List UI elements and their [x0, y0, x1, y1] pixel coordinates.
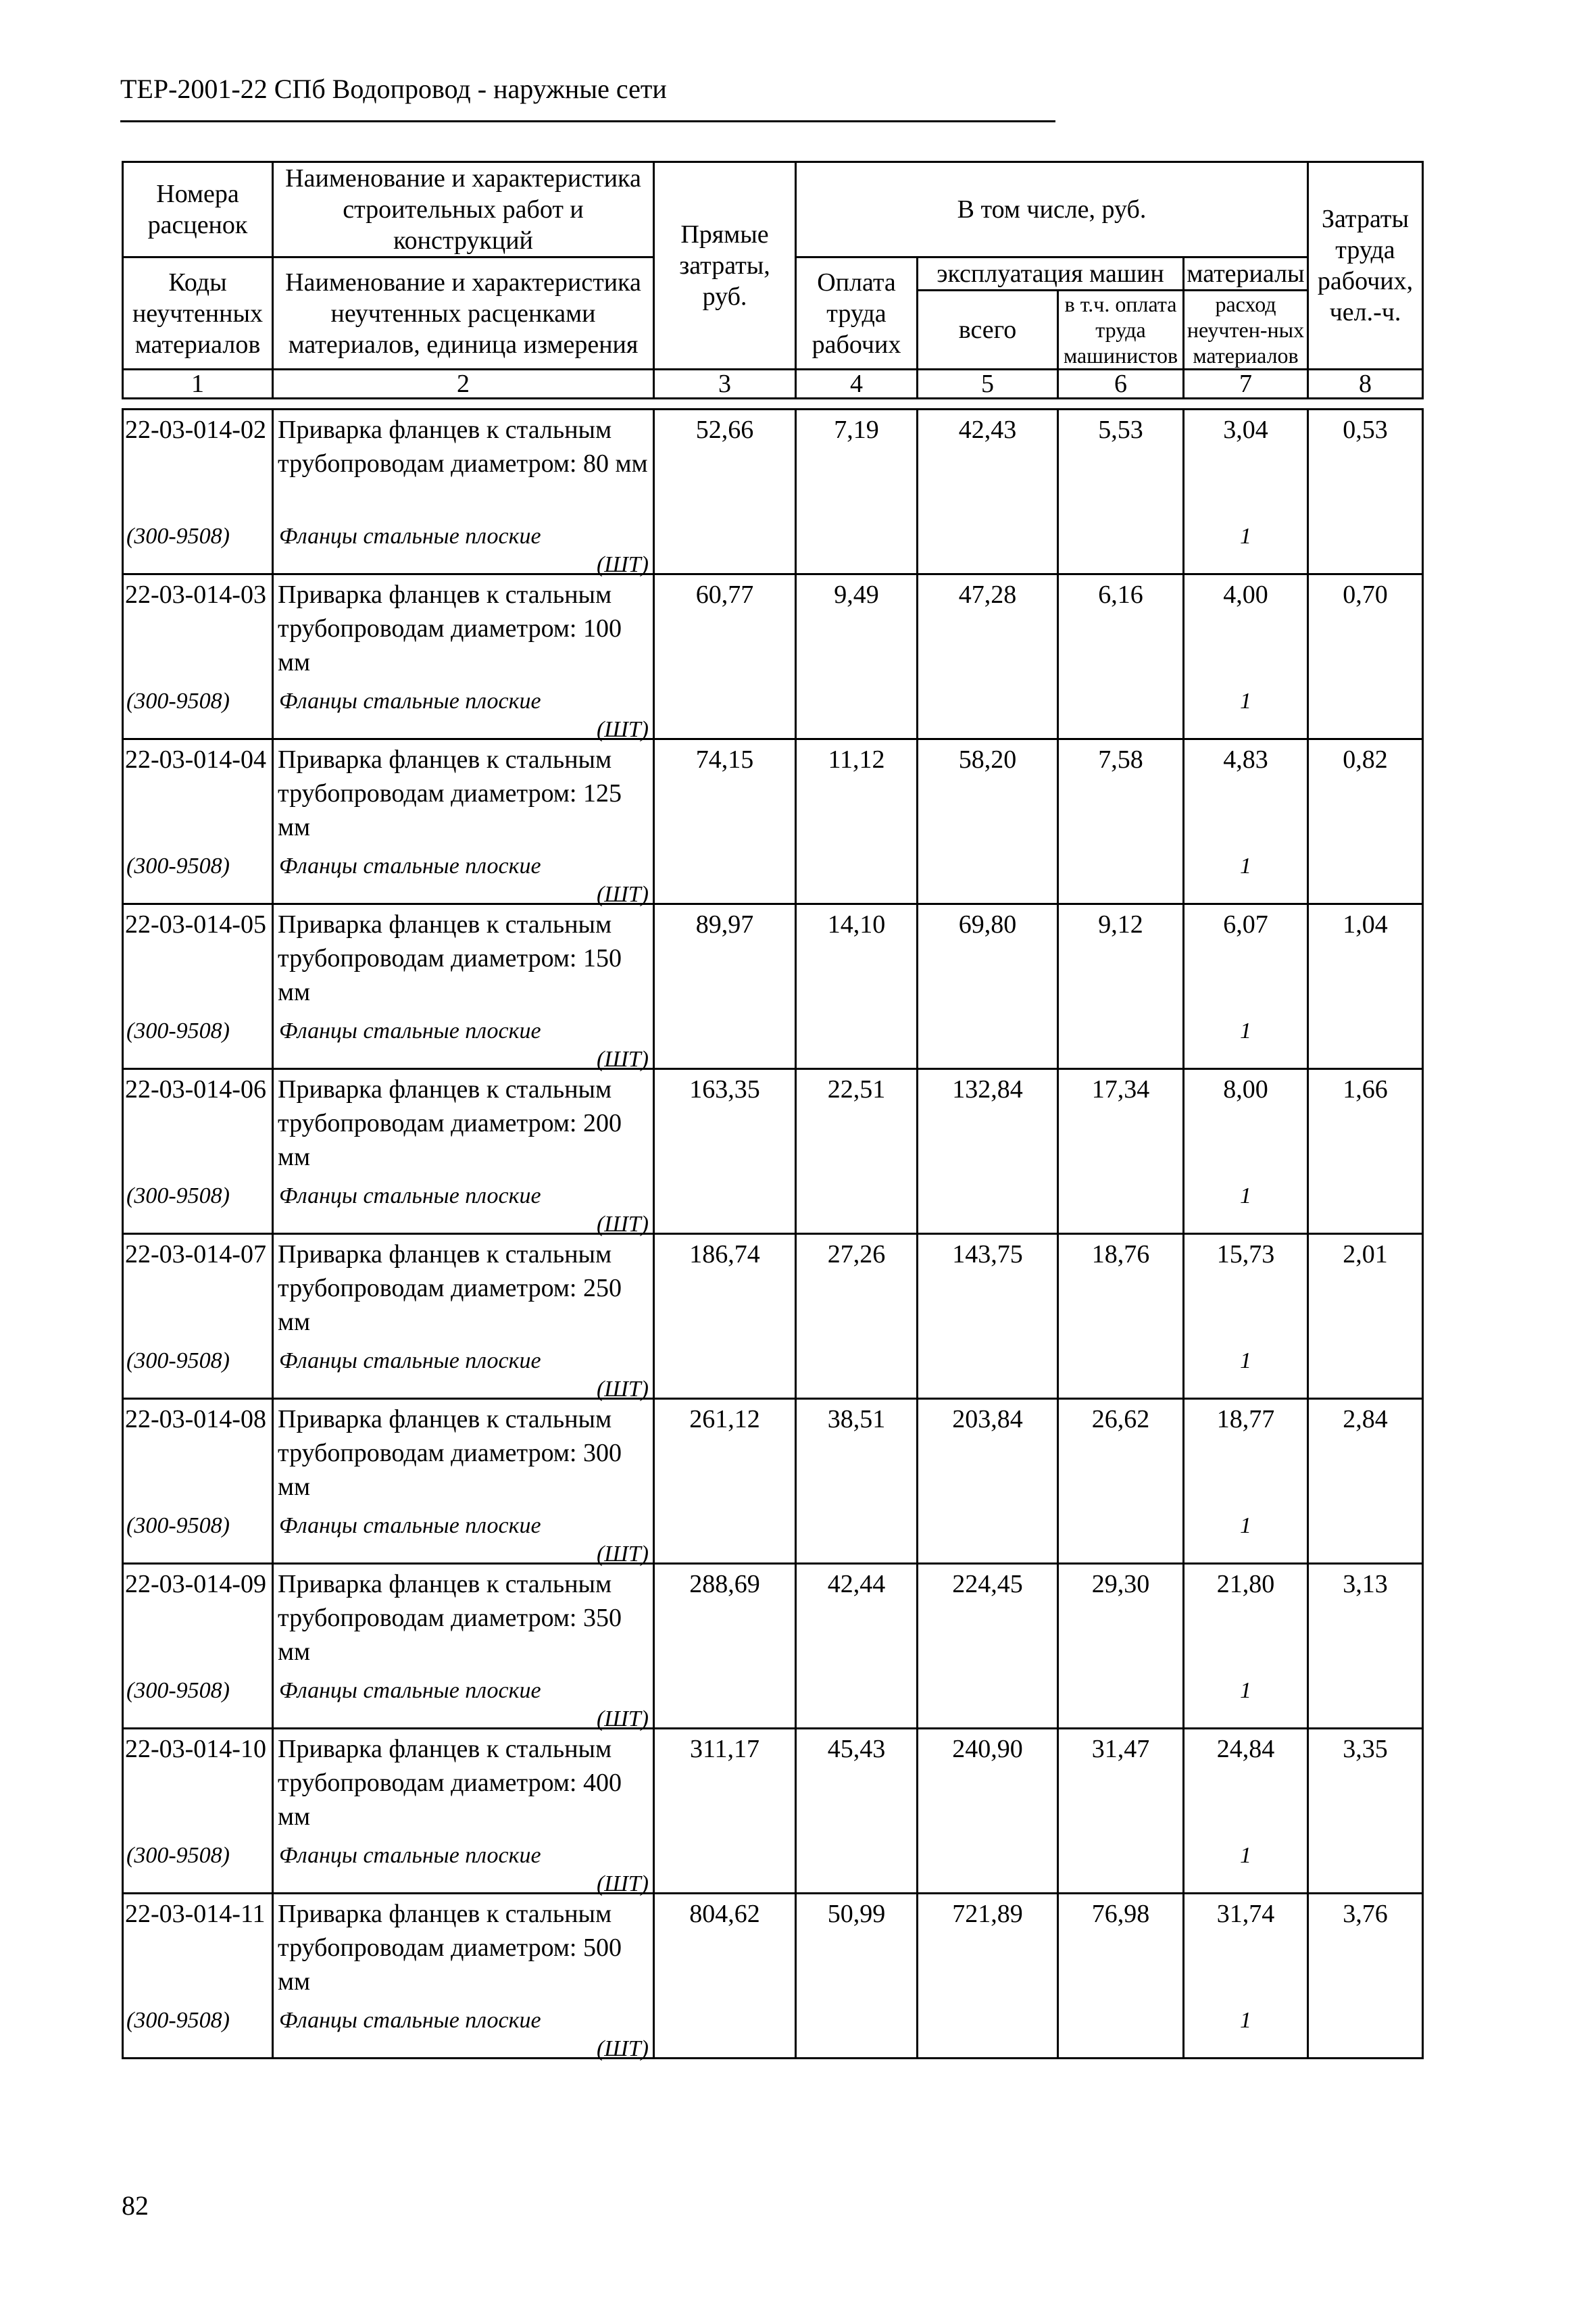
materials-cell	[1184, 1729, 1308, 1894]
material-unit: (ШТ)	[596, 1047, 649, 1072]
material-quantity: 1	[1240, 1513, 1251, 1538]
column-number: 7	[1184, 370, 1308, 399]
labor-hours-value: 1,66	[1343, 1075, 1388, 1104]
rate-code-cell	[123, 904, 273, 1069]
machine-total-value: 132,84	[952, 1075, 1023, 1104]
worker-pay-cell	[796, 574, 918, 739]
machine-total-cell	[918, 1399, 1058, 1564]
machinist-pay-cell	[1058, 1564, 1184, 1729]
header-material-names: Наименование и характеристика неучтенных расценками материалов, единица измерения	[273, 257, 654, 370]
material-code: (300-9508)	[126, 1018, 230, 1043]
work-name-cell	[273, 1894, 654, 2059]
rate-code-cell	[123, 574, 273, 739]
machinist-pay-cell	[1058, 1729, 1184, 1894]
labor-hours-cell	[1308, 904, 1423, 1069]
rate-code-cell	[123, 1564, 273, 1729]
machine-total-cell	[918, 574, 1058, 739]
header-machinist-pay: в т.ч. оплата труда машинистов	[1058, 291, 1184, 370]
table-row	[123, 1069, 1423, 1234]
material-quantity: 1	[1240, 1843, 1251, 1868]
direct-costs-value: 186,74	[689, 1240, 760, 1269]
column-number: 5	[918, 370, 1058, 399]
worker-pay-cell	[796, 1234, 918, 1399]
direct-costs-value: 89,97	[695, 910, 754, 939]
machine-total-cell	[918, 1564, 1058, 1729]
table-row	[123, 1234, 1423, 1399]
material-unit: (ШТ)	[596, 1542, 649, 1567]
materials-value: 4,83	[1223, 745, 1268, 774]
material-code: (300-9508)	[126, 1348, 230, 1373]
machinist-pay-value: 26,62	[1091, 1405, 1150, 1433]
direct-costs-value: 52,66	[695, 416, 754, 444]
direct-costs-cell	[654, 574, 796, 739]
machinist-pay-value: 18,76	[1091, 1240, 1150, 1269]
materials-value: 15,73	[1216, 1240, 1275, 1269]
rate-code: 22-03-014-03	[125, 581, 266, 609]
machinist-pay-cell	[1058, 1069, 1184, 1234]
table-row	[123, 1564, 1423, 1729]
table-row	[123, 1399, 1423, 1564]
materials-value: 4,00	[1223, 581, 1268, 609]
material-unit: (ШТ)	[596, 1706, 649, 1731]
machine-total-cell	[918, 1729, 1058, 1894]
material-code: (300-9508)	[126, 2008, 230, 2033]
material-name: Фланцы стальные плоские	[279, 2008, 541, 2033]
machine-total-cell	[918, 1234, 1058, 1399]
materials-cell	[1184, 574, 1308, 739]
machinist-pay-value: 31,47	[1091, 1735, 1150, 1763]
work-name-cell	[273, 1234, 654, 1402]
labor-hours-value: 2,84	[1343, 1405, 1388, 1433]
machine-total-value: 42,43	[958, 416, 1017, 444]
materials-cell	[1184, 904, 1308, 1069]
rate-code: 22-03-014-07	[125, 1240, 266, 1269]
labor-hours-cell	[1308, 1729, 1423, 1894]
direct-costs-cell	[654, 1234, 796, 1399]
machinist-pay-value: 76,98	[1091, 1900, 1150, 1928]
machinist-pay-cell	[1058, 739, 1184, 904]
table-row	[123, 904, 1423, 1069]
worker-pay-value: 38,51	[827, 1405, 886, 1433]
machinist-pay-cell	[1058, 1894, 1184, 2059]
machine-total-cell	[918, 410, 1058, 574]
rate-code: 22-03-014-05	[125, 910, 266, 939]
direct-costs-cell	[654, 739, 796, 904]
machinist-pay-cell	[1058, 410, 1184, 574]
materials-value: 8,00	[1223, 1075, 1268, 1104]
material-unit: (ШТ)	[596, 1871, 649, 1896]
material-code: (300-9508)	[126, 524, 230, 549]
rate-code-cell	[123, 1234, 273, 1399]
worker-pay-value: 22,51	[827, 1075, 886, 1104]
worker-pay-cell	[796, 1399, 918, 1564]
work-name: Приварка фланцев к стальным трубопроводам диаметром: 80 мм	[278, 416, 648, 478]
material-unit: (ШТ)	[596, 1212, 649, 1237]
work-name: Приварка фланцев к стальным трубопроводам диаметром: 300 мм	[278, 1405, 622, 1501]
machinist-pay-cell	[1058, 574, 1184, 739]
worker-pay-cell	[796, 1729, 918, 1894]
header-machine-total: всего	[918, 291, 1058, 370]
materials-cell	[1184, 1894, 1308, 2059]
direct-costs-cell	[654, 904, 796, 1069]
labor-hours-value: 0,70	[1343, 581, 1388, 609]
header-including: В том числе, руб.	[796, 162, 1308, 257]
material-code: (300-9508)	[126, 854, 230, 879]
header-rates: Номера расценок	[123, 162, 273, 257]
worker-pay-value: 50,99	[827, 1900, 886, 1928]
work-name-cell	[273, 1564, 654, 1729]
table-row	[123, 574, 1423, 739]
work-name: Приварка фланцев к стальным трубопроводам диаметром: 200 мм	[278, 1075, 622, 1171]
rates-table	[122, 408, 1424, 2059]
material-name: Фланцы стальные плоские	[279, 1348, 541, 1373]
header-unaccounted-materials: расход неучтен-ных материалов	[1184, 291, 1308, 370]
title-underline	[120, 120, 1055, 122]
table-row	[123, 1894, 1423, 2059]
machinist-pay-value: 29,30	[1091, 1570, 1150, 1598]
worker-pay-value: 27,26	[827, 1240, 886, 1269]
header-labor-hours: Затраты труда рабочих, чел.-ч.	[1308, 162, 1423, 370]
worker-pay-value: 7,19	[834, 416, 879, 444]
labor-hours-cell	[1308, 739, 1423, 904]
worker-pay-value: 11,12	[828, 745, 885, 774]
rate-code: 22-03-014-02	[125, 416, 266, 444]
direct-costs-cell	[654, 1564, 796, 1729]
machine-total-cell	[918, 1069, 1058, 1234]
material-quantity: 1	[1240, 1348, 1251, 1373]
header-material-codes: Коды неучтенных материалов	[123, 257, 273, 370]
labor-hours-value: 1,04	[1343, 910, 1388, 939]
work-name-cell	[273, 574, 654, 742]
direct-costs-value: 261,12	[689, 1405, 760, 1433]
page-number: 82	[122, 2190, 149, 2221]
document-title: ТЕР-2001-22 СПб Водопровод - наружные сети	[120, 74, 667, 104]
machine-total-value: 58,20	[958, 745, 1017, 774]
materials-value: 31,74	[1216, 1900, 1275, 1928]
materials-cell	[1184, 1234, 1308, 1399]
machinist-pay-cell	[1058, 1234, 1184, 1399]
material-unit: (ШТ)	[596, 717, 649, 742]
table-row	[123, 410, 1423, 574]
materials-value: 18,77	[1216, 1405, 1275, 1433]
rate-code-cell	[123, 1729, 273, 1894]
labor-hours-cell	[1308, 1399, 1423, 1564]
material-quantity: 1	[1240, 524, 1251, 549]
material-code: (300-9508)	[126, 1183, 230, 1208]
labor-hours-value: 3,76	[1343, 1900, 1388, 1928]
labor-hours-cell	[1308, 1564, 1423, 1729]
direct-costs-cell	[654, 1894, 796, 2059]
direct-costs-value: 311,17	[689, 1735, 760, 1763]
direct-costs-cell	[654, 1729, 796, 1894]
worker-pay-cell	[796, 739, 918, 904]
materials-value: 3,04	[1223, 416, 1268, 444]
machinist-pay-value: 5,53	[1098, 416, 1143, 444]
column-number: 4	[796, 370, 918, 399]
materials-cell	[1184, 1564, 1308, 1729]
materials-value: 24,84	[1216, 1735, 1275, 1763]
direct-costs-value: 163,35	[689, 1075, 760, 1104]
material-quantity: 1	[1240, 689, 1251, 714]
direct-costs-value: 74,15	[695, 745, 754, 774]
rate-code: 22-03-014-04	[125, 745, 266, 774]
material-name: Фланцы стальные плоские	[279, 1513, 541, 1538]
work-name-cell	[273, 1729, 654, 1894]
labor-hours-value: 2,01	[1343, 1240, 1388, 1269]
direct-costs-value: 804,62	[689, 1900, 760, 1928]
material-name: Фланцы стальные плоские	[279, 1183, 541, 1208]
rate-code-cell	[123, 1894, 273, 2059]
column-number: 6	[1058, 370, 1184, 399]
materials-value: 21,80	[1216, 1570, 1275, 1598]
labor-hours-value: 3,35	[1343, 1735, 1388, 1763]
rate-code: 22-03-014-11	[125, 1900, 266, 1928]
worker-pay-value: 14,10	[827, 910, 886, 939]
material-unit: (ШТ)	[596, 552, 649, 577]
machine-total-cell	[918, 904, 1058, 1069]
work-name: Приварка фланцев к стальным трубопроводам диаметром: 125 мм	[278, 745, 622, 841]
material-unit: (ШТ)	[596, 1377, 649, 1402]
rate-code: 22-03-014-06	[125, 1075, 266, 1104]
machinist-pay-value: 7,58	[1098, 745, 1143, 774]
material-quantity: 1	[1240, 1678, 1251, 1703]
rate-code-cell	[123, 1069, 273, 1234]
table-row	[123, 1729, 1423, 1894]
worker-pay-cell	[796, 410, 918, 574]
header-worker-pay: Оплата труда рабочих	[796, 257, 918, 370]
material-name: Фланцы стальные плоские	[279, 1018, 541, 1043]
worker-pay-cell	[796, 1069, 918, 1234]
work-name-cell	[273, 410, 654, 577]
materials-cell	[1184, 1399, 1308, 1564]
rate-code: 22-03-014-09	[125, 1570, 266, 1598]
work-name: Приварка фланцев к стальным трубопроводам диаметром: 250 мм	[278, 1240, 622, 1336]
worker-pay-cell	[796, 1894, 918, 2059]
work-name: Приварка фланцев к стальным трубопроводам диаметром: 100 мм	[278, 581, 622, 676]
machine-total-value: 69,80	[958, 910, 1017, 939]
material-name: Фланцы стальные плоские	[279, 1843, 541, 1868]
work-name: Приварка фланцев к стальным трубопроводам диаметром: 150 мм	[278, 910, 622, 1006]
materials-cell	[1184, 1069, 1308, 1234]
machine-total-value: 143,75	[952, 1240, 1023, 1269]
materials-value: 6,07	[1223, 910, 1268, 939]
header-materials: материалы	[1184, 257, 1308, 291]
header-work-name: Наименование и характеристика строительных работ и конструкций	[273, 162, 654, 257]
header-direct-costs: Прямые затраты, руб.	[654, 162, 796, 370]
header-machine-operation: эксплуатация машин	[918, 257, 1184, 291]
machinist-pay-cell	[1058, 1399, 1184, 1564]
labor-hours-cell	[1308, 1069, 1423, 1234]
worker-pay-cell	[796, 904, 918, 1069]
material-quantity: 1	[1240, 1183, 1251, 1208]
material-quantity: 1	[1240, 2008, 1251, 2033]
rate-code: 22-03-014-10	[125, 1735, 266, 1763]
machinist-pay-value: 17,34	[1091, 1075, 1150, 1104]
material-quantity: 1	[1240, 1018, 1251, 1043]
rate-code-cell	[123, 739, 273, 904]
table-row	[123, 739, 1423, 904]
column-number: 2	[273, 370, 654, 399]
labor-hours-cell	[1308, 410, 1423, 574]
machinist-pay-value: 6,16	[1098, 581, 1143, 609]
machine-total-value: 240,90	[952, 1735, 1023, 1763]
material-name: Фланцы стальные плоские	[279, 689, 541, 714]
worker-pay-cell	[796, 1564, 918, 1729]
rate-code-cell	[123, 1399, 273, 1564]
column-number: 8	[1308, 370, 1423, 399]
material-name: Фланцы стальные плоские	[279, 524, 541, 549]
work-name-cell	[273, 1399, 654, 1567]
work-name: Приварка фланцев к стальным трубопроводам диаметром: 500 мм	[278, 1900, 622, 1996]
material-unit: (ШТ)	[596, 2036, 649, 2061]
machine-total-cell	[918, 1894, 1058, 2059]
material-name: Фланцы стальные плоские	[279, 854, 541, 879]
machine-total-value: 721,89	[952, 1900, 1023, 1928]
material-unit: (ШТ)	[596, 882, 649, 907]
column-header-table	[122, 161, 1424, 399]
worker-pay-value: 45,43	[827, 1735, 886, 1763]
material-code: (300-9508)	[126, 1513, 230, 1538]
direct-costs-value: 288,69	[689, 1570, 760, 1598]
direct-costs-cell	[654, 1069, 796, 1234]
work-name: Приварка фланцев к стальным трубопроводам диаметром: 400 мм	[278, 1735, 622, 1831]
work-name-cell	[273, 739, 654, 907]
work-name-cell	[273, 904, 654, 1072]
material-code: (300-9508)	[126, 1843, 230, 1868]
labor-hours-cell	[1308, 574, 1423, 739]
worker-pay-value: 42,44	[827, 1570, 886, 1598]
machinist-pay-cell	[1058, 904, 1184, 1069]
machine-total-value: 203,84	[952, 1405, 1023, 1433]
labor-hours-cell	[1308, 1234, 1423, 1399]
material-code: (300-9508)	[126, 1678, 230, 1703]
machinist-pay-value: 9,12	[1098, 910, 1143, 939]
materials-cell	[1184, 739, 1308, 904]
material-code: (300-9508)	[126, 689, 230, 714]
column-number: 1	[123, 370, 273, 399]
direct-costs-cell	[654, 1399, 796, 1564]
material-quantity: 1	[1240, 854, 1251, 879]
machine-total-value: 47,28	[958, 581, 1017, 609]
column-number: 3	[654, 370, 796, 399]
material-name: Фланцы стальные плоские	[279, 1678, 541, 1703]
rate-code-cell	[123, 410, 273, 574]
worker-pay-value: 9,49	[834, 581, 879, 609]
labor-hours-value: 0,82	[1343, 745, 1388, 774]
direct-costs-cell	[654, 410, 796, 574]
direct-costs-value: 60,77	[695, 581, 754, 609]
rate-code: 22-03-014-08	[125, 1405, 266, 1433]
work-name-cell	[273, 1069, 654, 1237]
labor-hours-cell	[1308, 1894, 1423, 2059]
labor-hours-value: 0,53	[1343, 416, 1388, 444]
work-name: Приварка фланцев к стальным трубопроводам диаметром: 350 мм	[278, 1570, 622, 1666]
machine-total-value: 224,45	[952, 1570, 1023, 1598]
materials-cell	[1184, 410, 1308, 574]
machine-total-cell	[918, 739, 1058, 904]
labor-hours-value: 3,13	[1343, 1570, 1388, 1598]
